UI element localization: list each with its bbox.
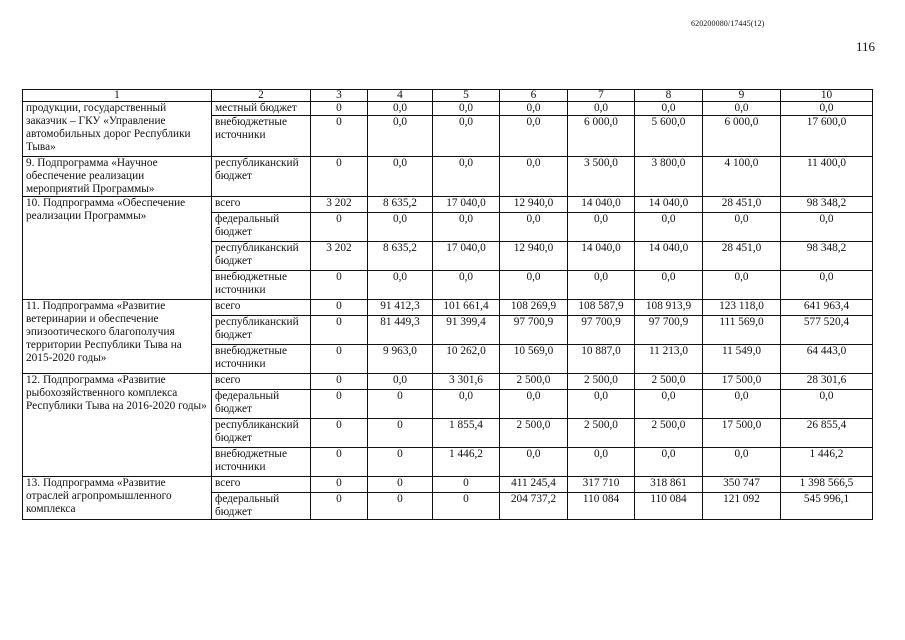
table-body — [23, 102, 873, 520]
table-row — [23, 197, 873, 213]
column-number-row — [23, 90, 873, 102]
amount-cell: 11 400,0 — [781, 157, 873, 197]
amount-cell: 6 000,0 — [568, 116, 635, 157]
funding-source: внебюджетные источники — [212, 345, 311, 374]
funding-source: республиканский бюджет — [212, 316, 311, 345]
amount-cell: 5 600,0 — [635, 116, 703, 157]
amount-cell: 0 — [311, 271, 368, 300]
amount-cell: 3 500,0 — [568, 157, 635, 197]
table-row — [23, 374, 873, 390]
amount-cell: 3 800,0 — [635, 157, 703, 197]
amount-cell: 0,0 — [703, 390, 781, 419]
column-number-cell: 7 — [568, 90, 635, 102]
amount-cell: 0 — [311, 345, 368, 374]
table-row — [23, 157, 873, 197]
amount-cell: 0 — [368, 477, 433, 493]
amount-cell: 641 963,4 — [781, 300, 873, 316]
amount-cell: 17 500,0 — [703, 419, 781, 448]
amount-cell: 0 — [311, 116, 368, 157]
document-number: 620200080/17445(12) — [691, 19, 765, 28]
amount-cell: 0,0 — [368, 157, 433, 197]
amount-cell: 318 861 — [635, 477, 703, 493]
amount-cell: 0,0 — [568, 271, 635, 300]
amount-cell: 0 — [368, 390, 433, 419]
amount-cell: 0,0 — [568, 448, 635, 477]
amount-cell: 0,0 — [433, 102, 500, 116]
column-number-cell: 4 — [368, 90, 433, 102]
amount-cell: 8 635,2 — [368, 242, 433, 271]
amount-cell: 2 500,0 — [568, 374, 635, 390]
amount-cell: 26 855,4 — [781, 419, 873, 448]
amount-cell: 111 569,0 — [703, 316, 781, 345]
amount-cell: 110 084 — [635, 493, 703, 520]
amount-cell: 0 — [368, 448, 433, 477]
amount-cell: 2 500,0 — [500, 374, 568, 390]
amount-cell: 545 996,1 — [781, 493, 873, 520]
amount-cell: 14 040,0 — [568, 242, 635, 271]
amount-cell: 28 451,0 — [703, 197, 781, 213]
amount-cell: 0 — [311, 419, 368, 448]
amount-cell: 0,0 — [500, 116, 568, 157]
amount-cell: 0 — [311, 390, 368, 419]
amount-cell: 0,0 — [433, 390, 500, 419]
amount-cell: 0 — [311, 374, 368, 390]
amount-cell: 0 — [368, 419, 433, 448]
funding-source: всего — [212, 477, 311, 493]
amount-cell: 0,0 — [568, 390, 635, 419]
amount-cell: 28 451,0 — [703, 242, 781, 271]
amount-cell: 108 913,9 — [635, 300, 703, 316]
amount-cell: 0,0 — [368, 271, 433, 300]
amount-cell: 0 — [368, 493, 433, 520]
amount-cell: 1 446,2 — [781, 448, 873, 477]
amount-cell: 0,0 — [568, 102, 635, 116]
amount-cell: 91 399,4 — [433, 316, 500, 345]
amount-cell: 12 940,0 — [500, 197, 568, 213]
table-row — [23, 477, 873, 493]
amount-cell: 0 — [311, 102, 368, 116]
amount-cell: 204 737,2 — [500, 493, 568, 520]
amount-cell: 14 040,0 — [635, 242, 703, 271]
amount-cell: 4 100,0 — [703, 157, 781, 197]
amount-cell: 101 661,4 — [433, 300, 500, 316]
amount-cell: 17 500,0 — [703, 374, 781, 390]
amount-cell: 0,0 — [368, 374, 433, 390]
amount-cell: 3 202 — [311, 242, 368, 271]
amount-cell: 0,0 — [368, 102, 433, 116]
subprogram-name: 9. Подпрограмма «Научное обеспечение реализации мероприятий Программы» — [23, 157, 212, 197]
amount-cell: 14 040,0 — [568, 197, 635, 213]
amount-cell: 0 — [311, 157, 368, 197]
amount-cell: 123 118,0 — [703, 300, 781, 316]
subprogram-name: продукции, государственный заказчик – ГКУ «Управление автомобильных дорог Республики Тыва» — [23, 102, 212, 157]
funding-source: внебюджетные источники — [212, 448, 311, 477]
amount-cell: 17 040,0 — [433, 242, 500, 271]
amount-cell: 0,0 — [635, 448, 703, 477]
amount-cell: 0,0 — [368, 116, 433, 157]
table-header — [23, 90, 873, 102]
amount-cell: 0 — [311, 477, 368, 493]
amount-cell: 0,0 — [500, 448, 568, 477]
page-number: 116 — [856, 39, 876, 54]
amount-cell: 0,0 — [433, 213, 500, 242]
column-number-cell: 6 — [500, 90, 568, 102]
funding-source: федеральный бюджет — [212, 213, 311, 242]
amount-cell: 110 084 — [568, 493, 635, 520]
column-number-cell: 1 — [23, 90, 212, 102]
amount-cell: 108 587,9 — [568, 300, 635, 316]
amount-cell: 1 855,4 — [433, 419, 500, 448]
amount-cell: 10 262,0 — [433, 345, 500, 374]
amount-cell: 317 710 — [568, 477, 635, 493]
amount-cell: 0,0 — [500, 157, 568, 197]
amount-cell: 0 — [311, 213, 368, 242]
amount-cell: 6 000,0 — [703, 116, 781, 157]
amount-cell: 0,0 — [703, 271, 781, 300]
amount-cell: 3 301,6 — [433, 374, 500, 390]
column-number-cell: 10 — [781, 90, 873, 102]
funding-source: всего — [212, 197, 311, 213]
amount-cell: 577 520,4 — [781, 316, 873, 345]
amount-cell: 28 301,6 — [781, 374, 873, 390]
amount-cell: 3 202 — [311, 197, 368, 213]
funding-source: местный бюджет — [212, 102, 311, 116]
amount-cell: 81 449,3 — [368, 316, 433, 345]
column-number-cell: 9 — [703, 90, 781, 102]
amount-cell: 0,0 — [781, 390, 873, 419]
amount-cell: 0,0 — [500, 390, 568, 419]
subprogram-name: 10. Подпрограмма «Обеспечение реализации Программы» — [23, 197, 212, 300]
funding-source: республиканский бюджет — [212, 157, 311, 197]
amount-cell: 8 635,2 — [368, 197, 433, 213]
column-number-cell: 5 — [433, 90, 500, 102]
amount-cell: 97 700,9 — [568, 316, 635, 345]
budget-table — [22, 89, 873, 520]
funding-source: республиканский бюджет — [212, 419, 311, 448]
column-number-cell: 3 — [311, 90, 368, 102]
subprogram-name: 11. Подпрограмма «Развитие ветеринарии и обеспечение эпизоотического благополучия территории Республики Тыва на 2015-2020 годы» — [23, 300, 212, 374]
amount-cell: 0,0 — [703, 448, 781, 477]
amount-cell: 0 — [311, 493, 368, 520]
funding-source: всего — [212, 300, 311, 316]
amount-cell: 12 940,0 — [500, 242, 568, 271]
amount-cell: 350 747 — [703, 477, 781, 493]
amount-cell: 0,0 — [635, 213, 703, 242]
amount-cell: 0,0 — [635, 102, 703, 116]
amount-cell: 0,0 — [703, 102, 781, 116]
funding-source: внебюджетные источники — [212, 271, 311, 300]
funding-source: федеральный бюджет — [212, 390, 311, 419]
amount-cell: 0,0 — [500, 213, 568, 242]
funding-source: внебюджетные источники — [212, 116, 311, 157]
column-number-cell: 8 — [635, 90, 703, 102]
amount-cell: 0,0 — [635, 271, 703, 300]
amount-cell: 11 549,0 — [703, 345, 781, 374]
subprogram-name: 13. Подпрограмма «Развитие отраслей агропромышленного комплекса — [23, 477, 212, 520]
amount-cell: 0,0 — [433, 116, 500, 157]
amount-cell: 97 700,9 — [500, 316, 568, 345]
amount-cell: 2 500,0 — [568, 419, 635, 448]
amount-cell: 1 398 566,5 — [781, 477, 873, 493]
amount-cell: 98 348,2 — [781, 242, 873, 271]
amount-cell: 10 887,0 — [568, 345, 635, 374]
amount-cell: 0 — [433, 477, 500, 493]
amount-cell: 98 348,2 — [781, 197, 873, 213]
amount-cell: 2 500,0 — [635, 374, 703, 390]
amount-cell: 14 040,0 — [635, 197, 703, 213]
amount-cell: 2 500,0 — [635, 419, 703, 448]
subprogram-name: 12. Подпрограмма «Развитие рыбохозяйственного комплекса Республики Тыва на 2016-2020 годы» — [23, 374, 212, 477]
table-row — [23, 300, 873, 316]
amount-cell: 17 040,0 — [433, 197, 500, 213]
amount-cell: 2 500,0 — [500, 419, 568, 448]
amount-cell: 0,0 — [635, 390, 703, 419]
amount-cell: 121 092 — [703, 493, 781, 520]
amount-cell: 0,0 — [500, 271, 568, 300]
funding-source: республиканский бюджет — [212, 242, 311, 271]
column-number-cell: 2 — [212, 90, 311, 102]
amount-cell: 17 600,0 — [781, 116, 873, 157]
funding-source: всего — [212, 374, 311, 390]
amount-cell: 91 412,3 — [368, 300, 433, 316]
amount-cell: 0 — [311, 316, 368, 345]
amount-cell: 0 — [311, 300, 368, 316]
table-row — [23, 102, 873, 116]
amount-cell: 9 963,0 — [368, 345, 433, 374]
amount-cell: 0,0 — [433, 271, 500, 300]
amount-cell: 0,0 — [781, 271, 873, 300]
amount-cell: 0,0 — [500, 102, 568, 116]
amount-cell: 0 — [311, 448, 368, 477]
amount-cell: 0,0 — [568, 213, 635, 242]
amount-cell: 0,0 — [781, 213, 873, 242]
amount-cell: 1 446,2 — [433, 448, 500, 477]
funding-source: федеральный бюджет — [212, 493, 311, 520]
amount-cell: 10 569,0 — [500, 345, 568, 374]
amount-cell: 0,0 — [781, 102, 873, 116]
amount-cell: 108 269,9 — [500, 300, 568, 316]
amount-cell: 0,0 — [433, 157, 500, 197]
amount-cell: 11 213,0 — [635, 345, 703, 374]
amount-cell: 0,0 — [703, 213, 781, 242]
amount-cell: 411 245,4 — [500, 477, 568, 493]
amount-cell: 97 700,9 — [635, 316, 703, 345]
amount-cell: 64 443,0 — [781, 345, 873, 374]
amount-cell: 0 — [433, 493, 500, 520]
amount-cell: 0,0 — [368, 213, 433, 242]
